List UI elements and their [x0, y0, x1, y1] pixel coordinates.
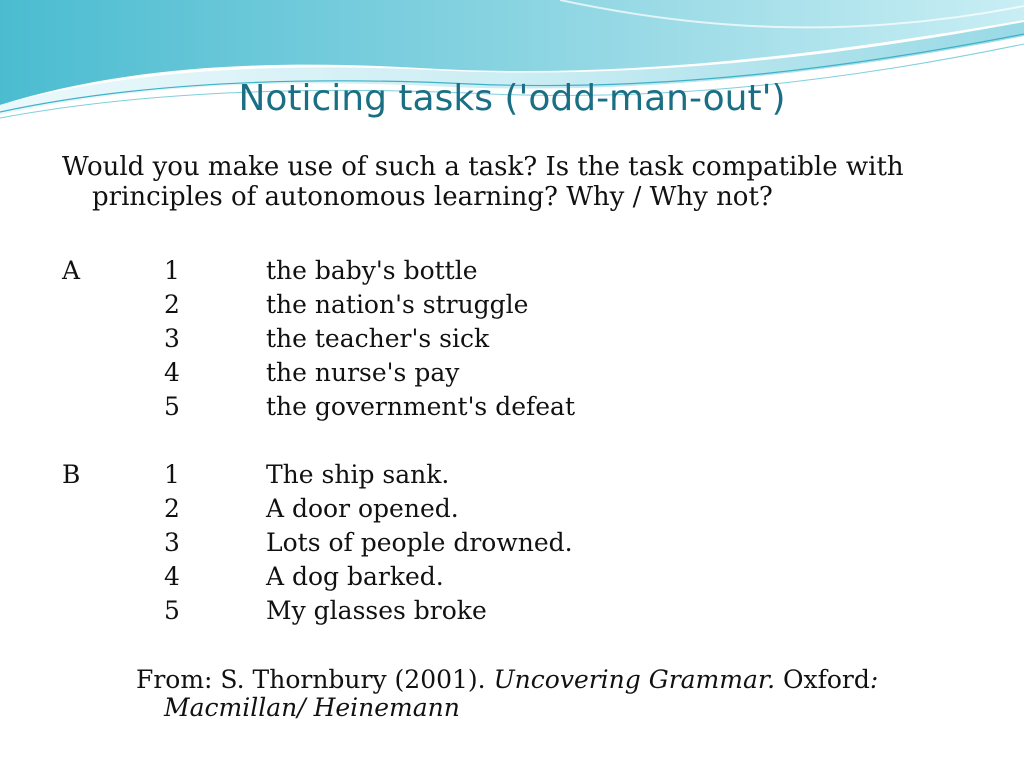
set-b-item-5-number: 5: [164, 596, 180, 625]
citation-book-title: Uncovering Grammar.: [493, 665, 776, 694]
set-b-item-3-text: Lots of people drowned.: [266, 528, 573, 557]
set-a-item-2-text: the nation's struggle: [266, 290, 529, 319]
set-a-item-2-number: 2: [164, 290, 180, 319]
set-b-item-4-text: A dog barked.: [266, 562, 444, 591]
set-b-item-5-text: My glasses broke: [266, 596, 487, 625]
set-a-item-1-number: 1: [164, 256, 180, 285]
citation-publisher: Macmillan/ Heinemann: [164, 693, 460, 722]
citation-author-year: From: S. Thornbury (2001).: [136, 665, 494, 694]
citation-city: Oxford: [775, 665, 870, 694]
set-a-item-1-text: the baby's bottle: [266, 256, 478, 285]
set-b-item-3-number: 3: [164, 528, 180, 557]
citation-colon: :: [869, 665, 879, 694]
set-a-item-5-number: 5: [164, 392, 180, 421]
set-a-item-3-number: 3: [164, 324, 180, 353]
set-b-item-4-number: 4: [164, 562, 180, 591]
set-a-item-3-text: the teacher's sick: [266, 324, 490, 353]
set-a-item-4-number: 4: [164, 358, 180, 387]
set-b-item-2-number: 2: [164, 494, 180, 523]
set-a-item-4-text: the nurse's pay: [266, 358, 460, 387]
set-a-item-5-text: the government's defeat: [266, 392, 576, 421]
source-citation: [136, 666, 924, 722]
question-text: Would you make use of such a task? Is the task compatible with principles of autonomous learning? Why / Why not?: [62, 152, 904, 212]
set-b-letter: B: [62, 460, 81, 489]
set-b-item-2-text: A door opened.: [266, 494, 459, 523]
set-b-item-1-text: The ship sank.: [266, 460, 450, 489]
slide-title: Noticing tasks ('odd-man-out'): [238, 78, 786, 119]
set-a-letter: A: [62, 256, 81, 285]
set-b-item-1-number: 1: [164, 460, 180, 489]
